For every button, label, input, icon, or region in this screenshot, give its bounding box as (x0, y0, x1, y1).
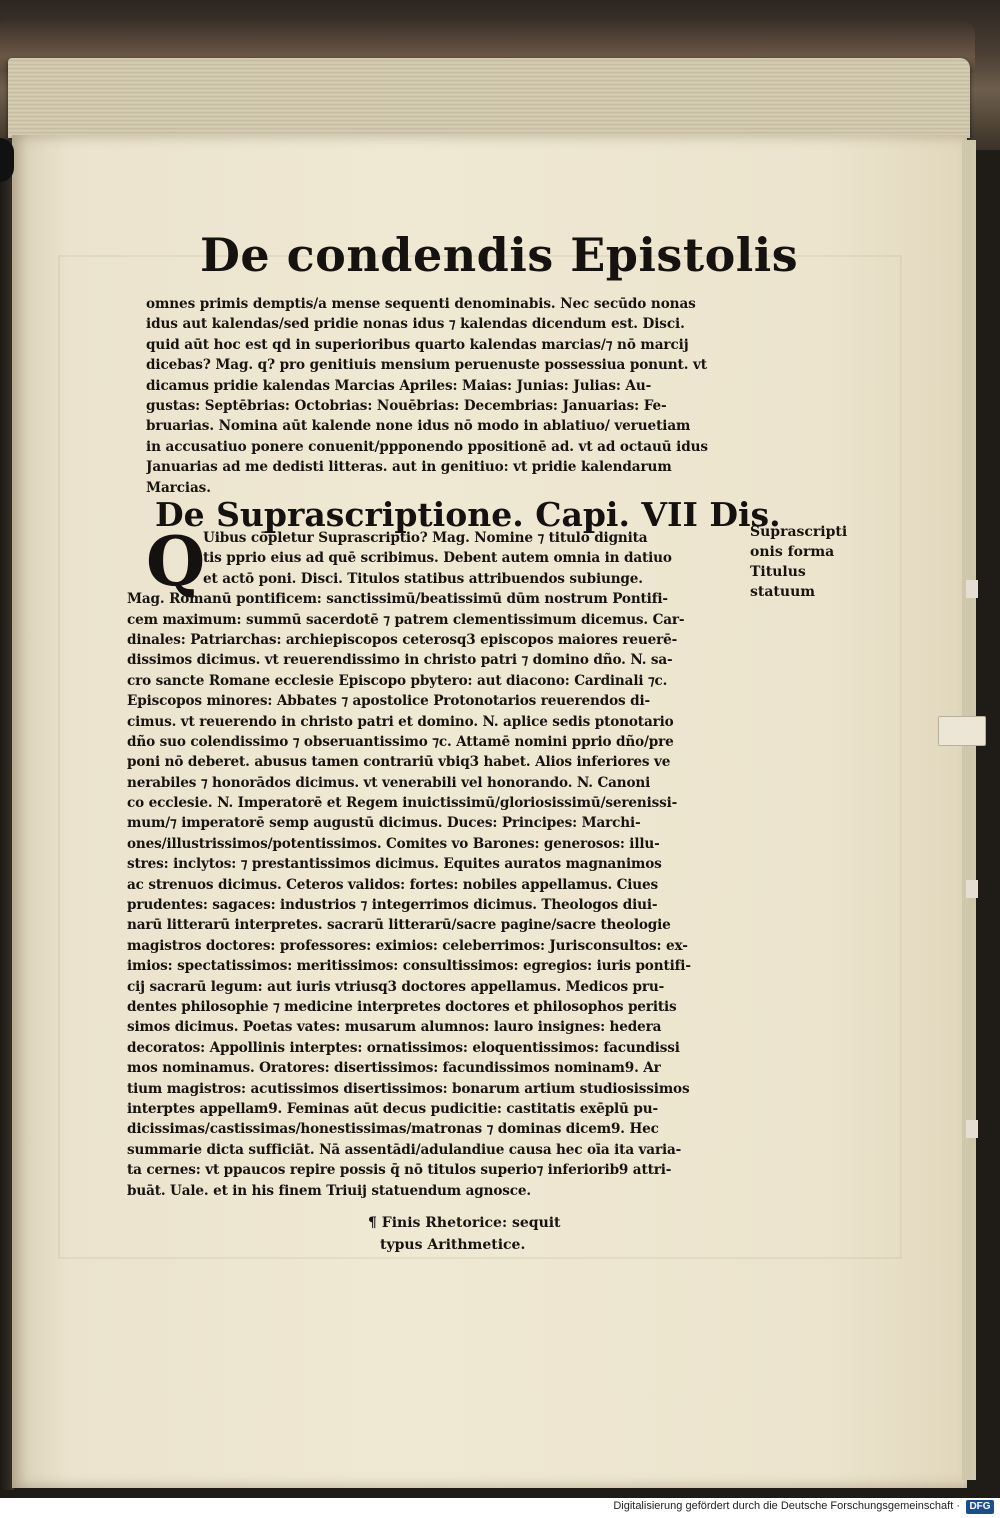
text-line: dinales: Patriarchas: archiepiscopos ceterosq3 episcopos maiores reuerē- (127, 631, 678, 648)
text-line: Januarias ad me dedisti litteras. aut in genitiuo: vt pridie kalendarum (146, 459, 672, 476)
text-line: dicissimas/castissimas/honestissimas/matronas ⁊ dominas dicem9. Hec (127, 1121, 659, 1138)
text-line: in accusatiuo ponere conuenit/ppponendo ppositionē ad. vt ad octauū idus (146, 438, 708, 455)
text-line: dicebas? Mag. q? pro genitiuis mensium peruenuste possessiua ponunt. vt (146, 357, 707, 374)
text-line: narū litterarū interpretes. sacrarū litterarū/sacre pagine/sacre theologie (127, 917, 671, 934)
margin-note-line: statuum (750, 584, 816, 600)
text-line: ac strenuos dicimus. Ceteros validos: fortes: nobiles appellamus. Ciues (127, 876, 659, 893)
text-line: Marcias. (146, 479, 211, 496)
footer-bar (0, 1498, 1000, 1518)
text-line: ones/illustrissimos/potentissimos. Comites vo Barones: generosos: illu- (127, 835, 660, 852)
chapter-heading: De Suprascriptione. Capi. VII Dis. (155, 495, 781, 534)
text-line: cimus. vt reuerendo in christo patri et domino. N. aplice sedis ptonotario (127, 713, 674, 730)
text-line: idus aut kalendas/sed pridie nonas idus ⁊ kalendas dicendum est. Disci. (146, 316, 685, 333)
text-line: ta cernes: vt ppaucos repire possis q̄ nō titulos superio⁊ inferiorib9 attri- (127, 1162, 672, 1179)
deckle-mark (966, 580, 978, 598)
margin-note-line: Suprascripti (750, 524, 848, 540)
text-line: tis pprio eius ad quē scribimus. Debent autem omnia in datiuo (203, 550, 672, 567)
text-line: Episcopos minores: Abbates ⁊ apostolice Protonotarios reuerendos di- (127, 693, 650, 710)
text-line: Uibus cōpletur Suprascriptio? Mag. Nomine ⁊ titulo dignita (203, 530, 648, 546)
text-line: Mag. Romanū pontificem: sanctissimū/beatissimū dūm nostrum Pontifi- (127, 591, 668, 608)
closing-colophon (368, 1212, 628, 1256)
deckle-mark (966, 880, 978, 898)
text-line: cem maximum: summū sacerdotē ⁊ patrem clementissimum dicemus. Car- (127, 611, 685, 628)
text-line: imios: spectatissimos: meritissimos: consultissimos: egregios: iuris pontifi- (127, 958, 691, 975)
text-line: omnes primis demptis/a mense sequenti denominabis. Nec secūdo nonas (146, 296, 696, 312)
page-title: De condendis Epistolis (200, 228, 799, 282)
body-text (146, 294, 746, 498)
text-line: poni nō deberet. abusus tamen contrariū vbiq3 habet. Alios inferiores ve (127, 754, 671, 771)
paper-tab (938, 716, 986, 746)
page-stack-right (962, 140, 976, 1480)
text-line: dicamus pridie kalendas Marcias Apriles: Maias: Junias: Julias: Au- (146, 377, 652, 394)
text-line: interptes appellam9. Feminas aūt decus pudicitie: castitatis exēplū pu- (127, 1100, 658, 1117)
text-line: tium magistros: acutissimos disertissimos: bonarum artium studiosissimos (127, 1080, 690, 1097)
text-line: decoratos: Appollinis interptes: ornatissimos: eloquentissimos: facundissi (127, 1039, 680, 1056)
text-line: dissimos dicimus. vt reuerendissimo in christo patri ⁊ domino dño. N. sa- (127, 652, 673, 669)
closing-line: ¶ Finis Rhetorice: sequit (368, 1215, 561, 1231)
text-line: mum/⁊ imperatorē semp augustū dicimus. Duces: Principes: Marchi- (127, 815, 641, 832)
text-line: cro sancte Romane ecclesie Episcopo pbytero: aut diacono: Cardinali ⁊c. (127, 672, 668, 689)
text-line: dño suo colendissimo ⁊ obseruantissimo ⁊c. Attamē nomini pprio dño/pre (127, 733, 674, 750)
margin-note-line: onis forma (750, 544, 835, 560)
drop-cap: Q (146, 522, 206, 602)
text-line: co ecclesie. N. Imperatorē et Regem inuictissimū/gloriosissimū/serenissi- (127, 795, 678, 812)
text-line: dentes philosophie ⁊ medicine interpretes doctores et philosophos peritis (127, 998, 677, 1015)
text-line: prudentes: sagaces: industrios ⁊ integerrimos dicimus. Theologos diui- (127, 897, 658, 914)
text-line: mos nominamus. Oratores: disertissimos: facundissimos nominam9. Ar (127, 1060, 661, 1077)
text-line: cij sacrarū legum: aut iuris vtriusq3 doctores appellamus. Medicos pru- (127, 978, 665, 995)
dfg-logo: DFG (966, 1500, 994, 1514)
chapter-text (127, 522, 752, 1201)
margin-note-line: Titulus (750, 564, 806, 580)
text-line: summarie dicta sufficiāt. Nā assentādi/adulandiue causa hec oīa ita varia- (127, 1141, 682, 1158)
text-line: gustas: Septēbrias: Octobrias: Nouēbrias: Decembrias: Januarias: Fe- (146, 397, 667, 414)
text-line: simos dicimus. Poetas vates: musarum alumnos: lauro insignes: hedera (127, 1019, 662, 1036)
text-line: bruarias. Nomina aūt kalende none idus nō modo in ablatiuo/ veruetiam (146, 418, 691, 435)
text-line: et actō poni. Disci. Titulos statibus attribuendos subiunge. (203, 570, 643, 587)
closing-line: typus Arithmetice. (380, 1237, 526, 1253)
text-line: stres: inclytos: ⁊ prestantissimos dicimus. Equites auratos magnanimos (127, 856, 662, 873)
text-line: quid aūt hoc est qd in superioribus quarto kalendas marcias/⁊ nō marcij (146, 336, 689, 353)
text-line: magistros doctores: professores: eximios: celeberrimos: Jurisconsultos: ex- (127, 937, 688, 954)
text-line: buāt. Uale. et in his finem Triuij statuendum agnosce. (127, 1182, 531, 1199)
margin-note (750, 522, 860, 602)
text-line: nerabiles ⁊ honorādos dicimus. vt venerabili vel honorando. N. Canoni (127, 774, 651, 791)
deckle-mark (966, 1120, 978, 1138)
page-stack-top (8, 58, 970, 138)
footer-credit: Digitalisierung gefördert durch die Deutsche Forschungsgemeinschaft · (613, 1500, 960, 1512)
